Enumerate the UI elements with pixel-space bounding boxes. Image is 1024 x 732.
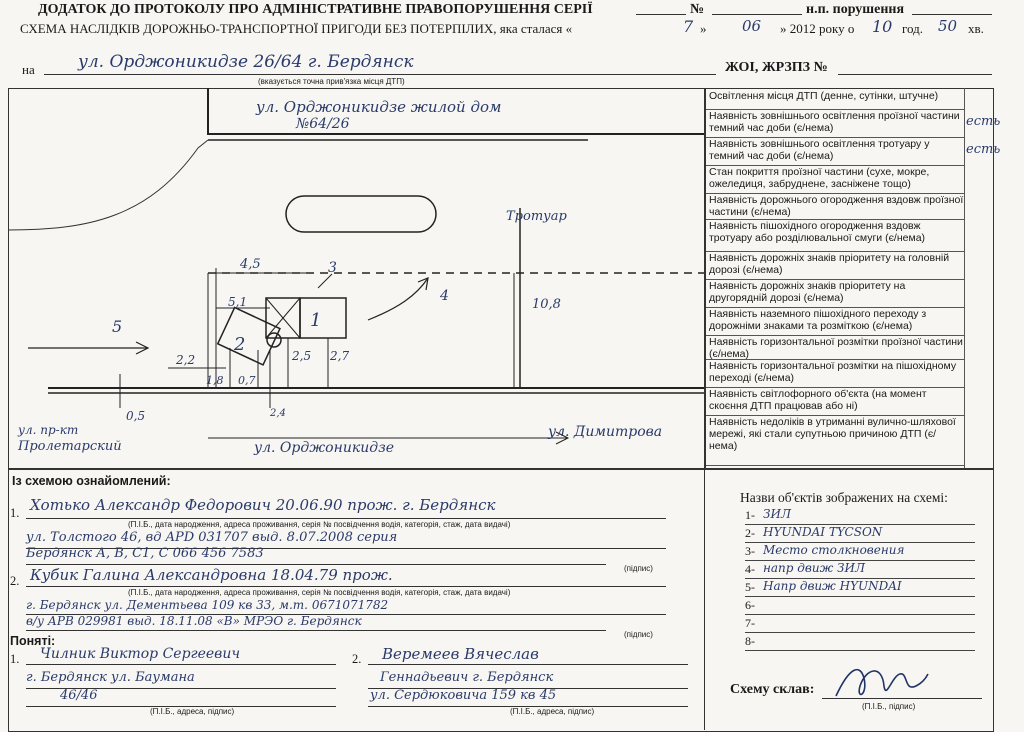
direction-arrow-4 <box>368 278 428 320</box>
pointer-3 <box>318 274 332 288</box>
object-row <box>745 526 975 543</box>
object-number: 2- <box>745 526 755 540</box>
driver1-line1: Хотько Александр Федорович 20.06.90 прож. г. Бердянск <box>30 496 496 514</box>
objects-title: Назви об'єктів зображених на схемі: <box>740 490 948 505</box>
driver1-line3: Бердянск А, В, С1, С 066 456 7583 <box>26 546 264 561</box>
witness2-line1: Веремеев Вячеслав <box>382 645 539 663</box>
time-hour: 10 <box>872 17 893 36</box>
condition-row: Наявність світлофорного об'єкта (на момент скоєння ДТП працював або ні) <box>706 388 964 416</box>
driver1-line2: ул. Толстого 46, вд APD 031707 выд. 8.07.2008 серия <box>26 530 398 545</box>
series-field <box>636 14 686 15</box>
condition-row: Наявність дорожніх знаків пріоритету на головній дорозі (є/нема) <box>706 252 964 280</box>
condition-row: Наявність горизонтальної розмітки проїзної частини (є/нема) <box>706 336 964 360</box>
year-text: » 2012 року о <box>780 21 855 36</box>
object-number: 4- <box>745 562 755 576</box>
object-name: Место столкновения <box>763 543 905 557</box>
driver2-line3: в/у АРВ 029981 выд. 18.11.08 «В» МРЭО г. Бердянск <box>26 614 362 628</box>
driver2-line2: г. Бердянск ул. Дементьева 109 кв 33, м.т. 0671071782 <box>26 598 389 612</box>
witness1-line1: Чилник Виктор Сергеевич <box>40 646 241 662</box>
object-name: ЗИЛ <box>763 507 791 521</box>
date-day: 7 <box>683 17 694 36</box>
unit-label: ЖОІ, ЖРЗПЗ № <box>725 60 828 75</box>
object-row <box>745 508 975 525</box>
condition-row: Наявність дорожніх знаків пріоритету на другорядній дорозі (є/нема) <box>706 280 964 308</box>
label-4: 4 <box>440 288 449 304</box>
label-5: 5 <box>112 317 123 336</box>
street-right: ул. Димитрова <box>548 424 663 440</box>
label-2: 2 <box>234 334 246 355</box>
object-name: HYUNDAI TYCSON <box>763 525 883 539</box>
condition-row: Наявність наземного пішохідного переходу з дорожніми знаками та розміткою (є/нема) <box>706 308 964 336</box>
object-number: 7- <box>745 616 755 630</box>
witness2-caption: (П.І.Б., адреса, підпис) <box>510 707 595 716</box>
object-row <box>745 598 975 615</box>
label-1: 1 <box>310 310 322 331</box>
dim-label-10-8: 10,8 <box>532 297 561 312</box>
accident-location: ул. Орджоникидзе 26/64 г. Бердянск <box>78 52 414 72</box>
object-number: 6- <box>745 598 755 612</box>
witness1-caption: (П.І.Б., адреса, підпис) <box>150 707 235 716</box>
date-month: 06 <box>742 17 762 35</box>
dim-label-1-8: 1,8 <box>206 374 224 387</box>
condition-row: Наявність дорожнього огородження вздовж проїзної частини (є/нема) <box>706 194 964 220</box>
condition-value: есть <box>966 142 1001 157</box>
driver1-sign: (підпис) <box>624 564 653 573</box>
case-label: н.п. порушення <box>806 2 905 17</box>
road-curve <box>8 140 208 230</box>
street-main: ул. Орджоникидзе <box>254 440 394 456</box>
driver2-caption: (П.І.Б., дата народження, адреса проживання, серія № посвідчення водія, категорія, стаж, дата видачі) <box>128 588 511 597</box>
dim-label-2-2: 2,2 <box>176 353 196 367</box>
case-field <box>912 14 992 15</box>
composed-label: Схему склав: <box>730 682 815 697</box>
witnesses-title: Поняті: <box>10 634 56 648</box>
driver1-caption: (П.І.Б., дата народження, адреса проживання, серія № посвідчення водія, категорія, стаж, дата видачі) <box>128 520 511 529</box>
condition-row: Наявність горизонтальної розмітки на пішохідному переході (є/нема) <box>706 360 964 388</box>
vehicle-1 <box>300 298 346 338</box>
hour-label: год. <box>902 21 923 36</box>
number-field <box>712 14 802 15</box>
object-row <box>745 634 975 651</box>
object-number: 5- <box>745 580 755 594</box>
dim-label-4-5: 4,5 <box>240 257 261 272</box>
driver2-line1: Кубик Галина Александровна 18.04.79 прож. <box>30 566 393 584</box>
condition-value: есть <box>966 114 1001 129</box>
object-number: 8- <box>745 634 755 648</box>
street-left-2: Пролетарский <box>18 439 122 454</box>
condition-row: Освітлення місця ДТП (денне, сутінки, штучне) <box>706 90 964 110</box>
condition-row: Наявність пішохідного огородження вздовж тротуару або розділювальної смуги (є/нема) <box>706 220 964 252</box>
dim-label-0-7: 0,7 <box>238 374 256 387</box>
object-number: 1- <box>745 508 755 522</box>
accident-diagram <box>8 88 704 468</box>
driver2-sign: (підпис) <box>624 630 653 639</box>
composed-caption: (П.І.Б., підпис) <box>862 702 916 711</box>
object-number: 3- <box>745 544 755 558</box>
island <box>286 196 436 232</box>
object-row <box>745 616 975 633</box>
time-minute: 50 <box>938 17 958 35</box>
dim-label-2-4: 2,4 <box>270 408 286 419</box>
dim-label-2-7: 2,7 <box>330 349 350 363</box>
dim-label-0-5: 0,5 <box>126 409 146 423</box>
condition-row: Наявність зовнішнього освітлення тротуару у темний час доби (є/нема) <box>706 138 964 166</box>
object-row <box>745 544 975 561</box>
object-name: Напр движ HYUNDAI <box>763 579 902 593</box>
location-hint: (вказується точна прив'язка місця ДТП) <box>258 77 405 86</box>
witness1-line2: г. Бердянск ул. Баумана <box>26 670 195 685</box>
condition-row: Наявність зовнішнього освітлення проїзної частини темний час доби (є/нема) <box>706 110 964 138</box>
witness2-line2: Геннадьевич г. Бердянск <box>380 670 554 685</box>
dim-label-5-1: 5,1 <box>228 295 248 309</box>
building-label: ул. Орджоникидзе жилой дом <box>256 98 502 116</box>
object-row <box>745 580 975 597</box>
acquainted-title: Із схемою ознайомлений: <box>12 474 171 488</box>
witness1-line3: 46/46 <box>60 688 98 703</box>
street-left-1: ул. пр-кт <box>18 423 79 437</box>
minute-label: хв. <box>968 21 984 36</box>
dim-label-2-5: 2,5 <box>292 349 312 363</box>
number-sign: № <box>690 2 705 17</box>
composer-signature <box>830 656 930 706</box>
building-number: №64/26 <box>296 116 350 132</box>
condition-row: Наявність недоліків в утриманні вулично-шляхової мережі, які стали супутньою причиною ДТП (є/нема) <box>706 416 964 466</box>
witness2-line3: ул. Сердюковича 159 кв 45 <box>370 688 557 703</box>
vehicle-2 <box>218 307 280 364</box>
scheme-title: СХЕМА НАСЛІДКІВ ДОРОЖНЬО-ТРАНСПОРТНОЇ ПРИГОДИ БЕЗ ПОТЕРПІЛИХ, яка сталася « <box>20 21 573 36</box>
label-3: 3 <box>328 260 337 276</box>
on-label: на <box>22 62 35 77</box>
condition-row: Стан покриття проїзної частини (сухе, мокре, ожеледиця, забруднене, засніжене тощо) <box>706 166 964 194</box>
object-row <box>745 562 975 579</box>
form-title: ДОДАТОК ДО ПРОТОКОЛУ ПРО АДМІНІСТРАТИВНЕ ПРАВОПОРУШЕННЯ СЕРІЇ <box>38 2 593 17</box>
sidewalk-label: Тротуар <box>506 209 567 224</box>
object-name: напр движ ЗИЛ <box>763 561 866 575</box>
